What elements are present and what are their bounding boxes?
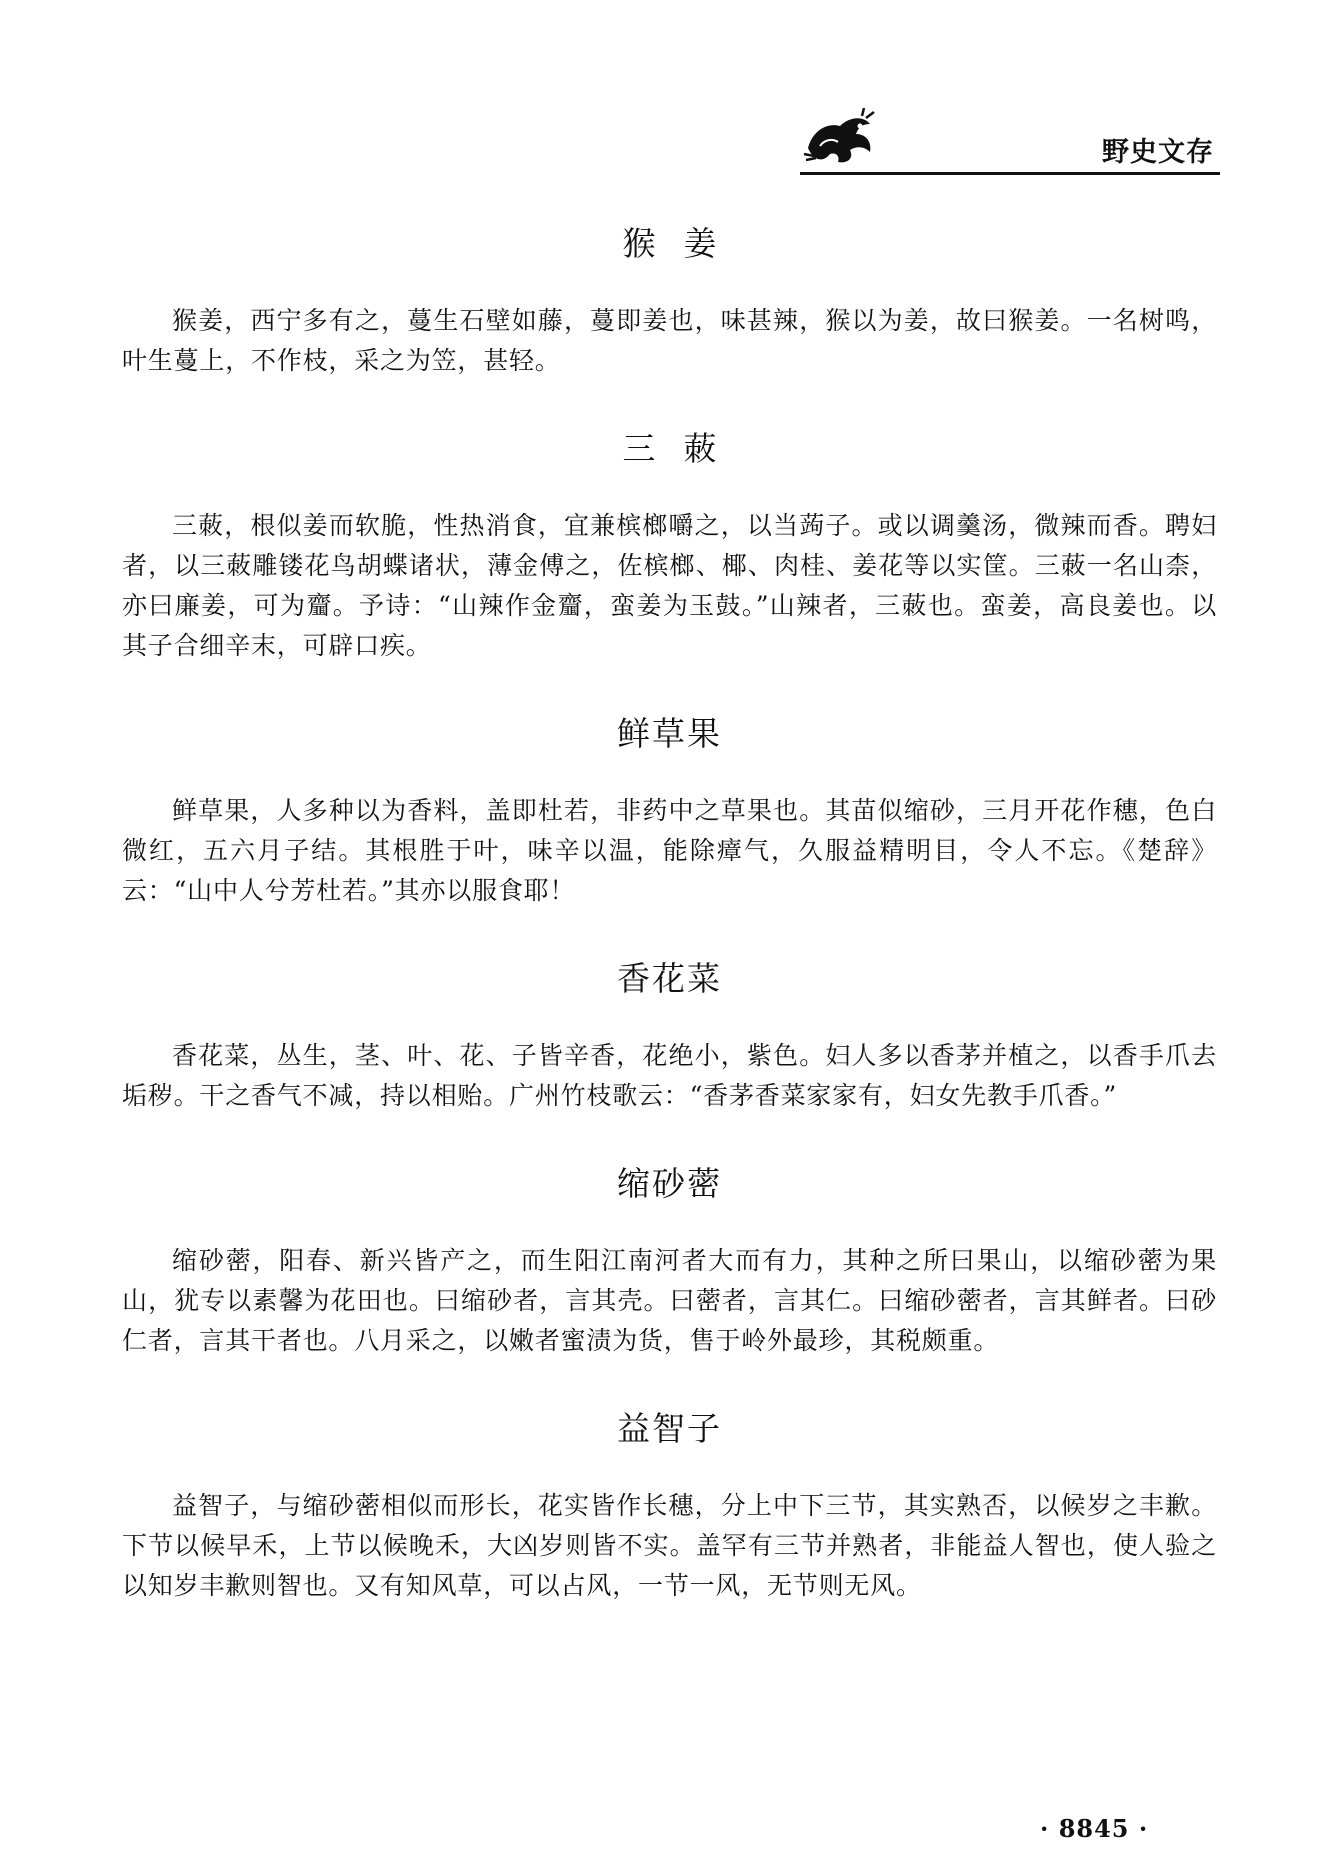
entry-paragraph: 香花菜，丛生，茎、叶、花、子皆辛香，花绝小，紫色。妇人多以香茅并植之，以香手爪去垢秽。干之香气不减，持以相贻。广州竹枝歌云：“香茅香菜家家有，妇女先教手爪香。” <box>122 1041 1217 1110</box>
entry-hou-jiang <box>122 218 1217 381</box>
header-rule <box>800 172 1220 175</box>
entry-paragraph: 猴姜，西宁多有之，蔓生石壁如藤，蔓即姜也，味甚辣，猴以为姜，故曰猴姜。一名树鸣，叶生蔓上，不作枝，采之为笠，甚轻。 <box>122 306 1217 375</box>
entry-title: 鲜草果 <box>617 714 722 753</box>
entry-xian-cao-guo <box>122 708 1217 911</box>
entry-san-lai <box>122 423 1217 666</box>
entry-title: 缩砂蔤 <box>617 1164 722 1203</box>
entry-title: 益智子 <box>617 1409 722 1448</box>
page-header <box>800 96 1220 176</box>
entry-xiang-hua-cai <box>122 953 1217 1116</box>
entry-suo-sha-mi <box>122 1158 1217 1361</box>
entry-paragraph: 三蓛，根似姜而软脆，性热消食，宜兼槟榔嚼之，以当蒟子。或以调羹汤，微辣而香。聘妇者，以三蓛雕镂花鸟胡蝶诸状，薄金傅之，佐槟榔、椰、肉桂、姜花等以实筐。三蓛一名山柰，亦曰廉姜，可为齏。予诗：“山辣作金齏，蛮姜为玉鼓。”山辣者，三蓛也。蛮姜，高良姜也。以其子合细辛末，可辟口疾。 <box>122 511 1217 660</box>
entry-paragraph: 鲜草果，人多种以为香料，盖即杜若，非药中之草果也。其苗似缩砂，三月开花作穗，色白微红，五六月子结。其根胜于叶，味辛以温，能除瘴气，久服益精明目，令人不忘。《楚辞》云：“山中人兮芳杜若。”其亦以服食耶！ <box>122 796 1217 905</box>
page-content <box>122 218 1217 1606</box>
entry-title: 猴姜 <box>622 224 745 263</box>
entry-title: 三蓛 <box>622 429 745 468</box>
entry-paragraph: 缩砂蔤，阳春、新兴皆产之，而生阳江南河者大而有力，其种之所曰果山，以缩砂蔤为果山，犹专以素馨为花田也。曰缩砂者，言其壳。曰蔤者，言其仁。曰缩砂蔤者，言其鲜者。曰砂仁者，言其干者也。八月采之，以嫩者蜜渍为货，售于岭外最珍，其税颇重。 <box>122 1246 1217 1355</box>
entry-yi-zhi-zi <box>122 1403 1217 1606</box>
entry-paragraph: 益智子，与缩砂蔤相似而形长，花实皆作长穗，分上中下三节，其实熟否，以候岁之丰歉。下节以候早禾，上节以候晚禾，大凶岁则皆不实。盖罕有三节并熟者，非能益人智也，使人验之以知岁丰歉则智也。又有知风草，可以占风，一节一风，无节则无风。 <box>122 1491 1217 1600</box>
page-number: · 8845 · <box>1040 1814 1149 1843</box>
dragon-emblem-icon <box>800 108 880 168</box>
series-title: 野史文存 <box>1102 137 1214 168</box>
entry-title: 香花菜 <box>617 959 722 998</box>
